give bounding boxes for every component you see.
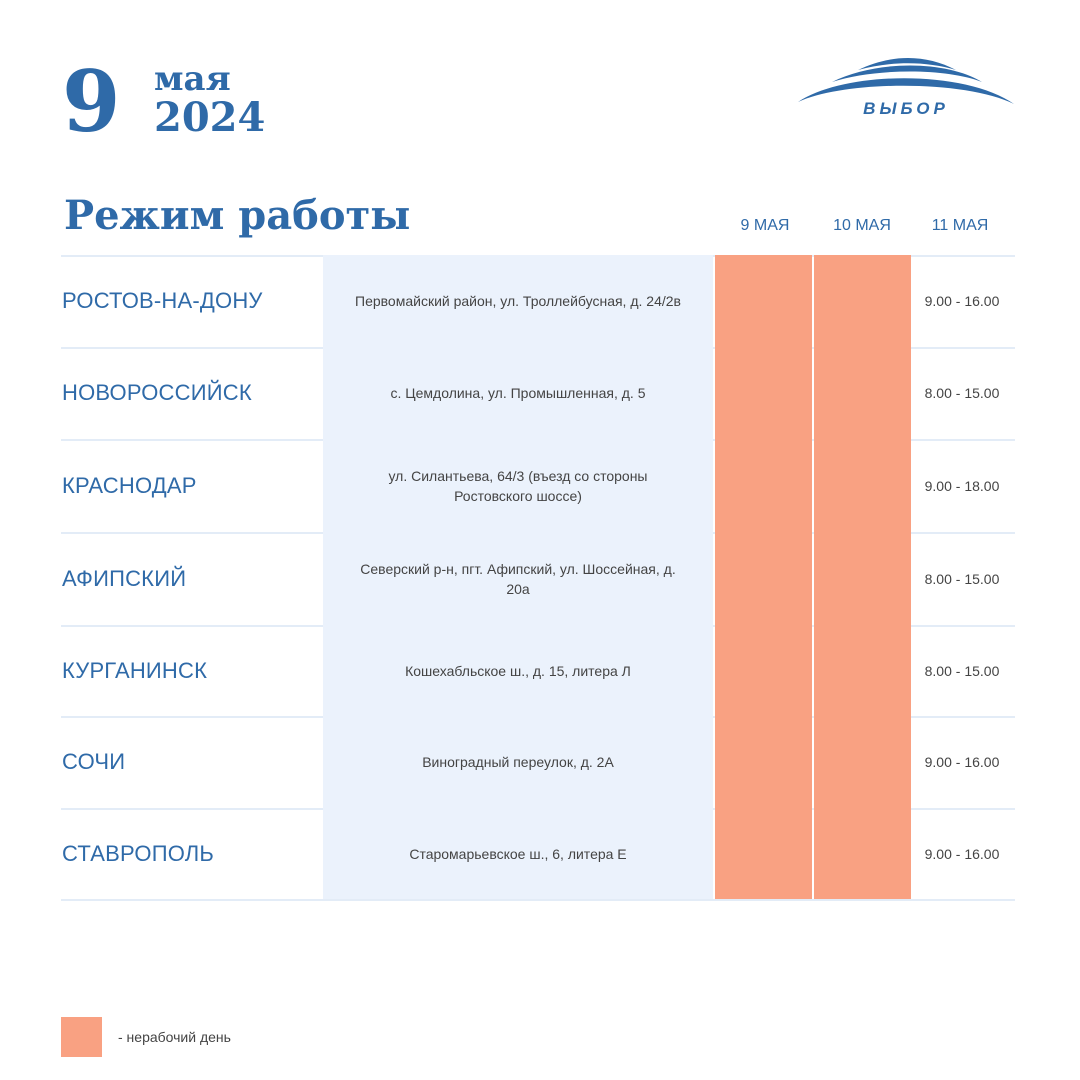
- table-bottom-line: [0, 899, 1080, 901]
- working-hours: 9.00 - 16.00: [924, 754, 1000, 770]
- non-working-cell: [814, 532, 911, 625]
- working-hours: 9.00 - 16.00: [924, 293, 1000, 309]
- date-month: мая: [154, 59, 231, 99]
- table-row: [0, 255, 1080, 347]
- working-hours: 9.00 - 18.00: [924, 477, 1000, 494]
- legend-label: - нерабочий день: [118, 1029, 231, 1045]
- non-working-cell: [814, 808, 911, 900]
- non-working-cell: [814, 625, 911, 716]
- table-row: [0, 625, 1080, 716]
- legend-swatch: [61, 1017, 102, 1057]
- address-cell: Северский р-н, пгт. Афипский, ул. Шоссейная, д. 20а: [323, 532, 713, 625]
- table-row: [0, 716, 1080, 808]
- column-header-1: 9 МАЯ: [740, 217, 790, 234]
- table-row: [0, 808, 1080, 900]
- date-day: 9: [62, 52, 121, 151]
- non-working-cell: [715, 716, 812, 808]
- working-hours: 8.00 - 15.00: [924, 570, 1000, 587]
- logo-wordmark: ВЫБОР: [863, 99, 949, 118]
- non-working-cell: [814, 716, 911, 808]
- date-year: 2024: [154, 94, 266, 141]
- column-header-2: 10 МАЯ: [833, 217, 891, 234]
- city-name: АФИПСКИЙ: [62, 565, 187, 591]
- address-cell: Кошехабльское ш., д. 15, литера Л: [323, 625, 713, 716]
- brand-logo: [796, 52, 1016, 122]
- non-working-cell: [814, 439, 911, 532]
- working-hours: 9.00 - 16.00: [924, 846, 1000, 862]
- address-cell: с. Цемдолина, ул. Промышленная, д. 5: [323, 347, 713, 439]
- city-name: НОВОРОССИЙСК: [62, 380, 252, 405]
- non-working-cell: [715, 625, 812, 716]
- working-hours: 8.00 - 15.00: [924, 385, 1000, 401]
- city-name: КРАСНОДАР: [62, 472, 197, 498]
- table-row: [0, 532, 1080, 625]
- working-hours: 8.00 - 15.00: [924, 662, 1000, 679]
- city-name: СТАВРОПОЛЬ: [62, 841, 215, 866]
- table-row: [0, 439, 1080, 532]
- non-working-cell: [814, 255, 911, 347]
- city-name: КУРГАНИНСК: [62, 657, 208, 683]
- page-title: Режим работы: [64, 192, 411, 239]
- non-working-cell: [715, 347, 812, 439]
- non-working-cell: [715, 808, 812, 900]
- non-working-cell: [715, 255, 812, 347]
- address-cell: Первомайский район, ул. Троллейбусная, д. 24/2в: [323, 255, 713, 347]
- non-working-cell: [814, 347, 911, 439]
- address-cell: ул. Силантьева, 64/3 (въезд со стороны Ростовского шоссе): [323, 439, 713, 532]
- non-working-cell: [715, 532, 812, 625]
- column-header-3: 11 МАЯ: [931, 217, 989, 234]
- city-name: СОЧИ: [62, 749, 126, 774]
- address-cell: Виноградный переулок, д. 2А: [323, 716, 713, 808]
- address-cell: Старомарьевское ш., 6, литера Е: [323, 808, 713, 900]
- table-row: [0, 347, 1080, 439]
- non-working-cell: [715, 439, 812, 532]
- city-name: РОСТОВ-НА-ДОНУ: [62, 288, 263, 313]
